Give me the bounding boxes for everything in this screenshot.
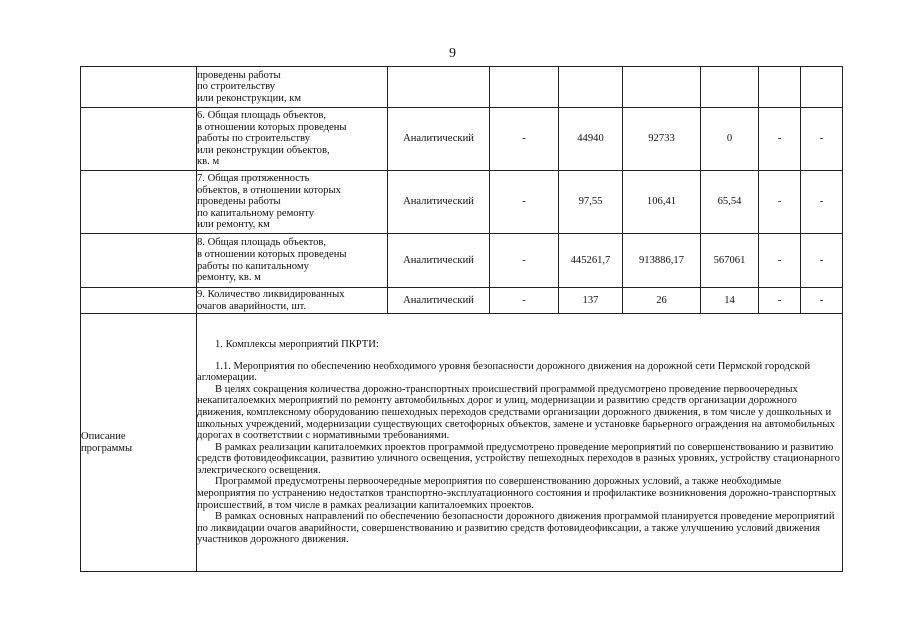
indicator-line: или ремонту, км [197,219,270,231]
program-table [80,66,843,572]
indicator-cell [197,234,388,288]
description-paragraph: В целях сокращения количества дорожно-транспортных происшествий программой предусмотрено проведение первоочередных некапиталоемких мероприятий по ремонту автомобильных дорог и улиц, модернизации и развитию средств организации дорожного движения, комплексному оборудованию пешеходных переходов средствами организации дорожного движения, в том числе у дошкольных и школьных учреждений, модернизации существующих светофорных объектов, замене и установке барьерного ограждения на автомобильных дорогах в соответствии с нормативными требованиями. [197,383,835,442]
method-cell: Аналитический [388,108,490,171]
indicator-line: по капитальному ремонту [197,207,315,219]
value-cell: 913886,17 [623,234,701,288]
label-cell-empty [81,108,197,171]
indicator-line: объектов, в отношении которых [197,184,341,196]
indicator-line: 7. Общая протяженность [197,173,310,185]
label-cell-empty [81,234,197,288]
indicator-row-6 [81,108,843,171]
indicator-row-8 [81,234,843,288]
indicator-cell [197,288,388,314]
indicator-row-7 [81,171,843,234]
value-cell: - [759,108,801,171]
value-cell [701,67,759,108]
value-cell: - [759,234,801,288]
indicator-line: ремонту, кв. м [197,272,261,284]
value-cell: 44940 [559,108,623,171]
method-cell [388,67,490,108]
indicator-line: работы по строительству [197,133,310,145]
value-cell: 567061 [701,234,759,288]
indicator-line: работы по капитальному [197,260,309,272]
value-cell: - [801,288,843,314]
value-cell: 26 [623,288,701,314]
value-cell: - [490,288,559,314]
value-cell: - [801,234,843,288]
label-cell-empty [81,67,197,108]
indicator-line: или реконструкции объектов, [197,144,330,156]
value-cell: 97,55 [559,171,623,234]
description-row [81,314,843,572]
description-paragraph: В рамках основных направлений по обеспечению безопасности дорожного движения программой планируется проведение мероприятий по ликвидации очагов аварийности, совершенствованию и развитию средств фотовидеофиксации, а также улучшению условий движения участников дорожного движения. [197,511,835,546]
indicator-line: 9. Количество ликвидированных [197,288,345,300]
indicator-line: 6. Общая площадь объектов, [197,110,327,122]
method-cell: Аналитический [388,234,490,288]
indicator-line: проведены работы [197,69,281,81]
value-cell: 14 [701,288,759,314]
indicator-cell [197,171,388,234]
description-heading: 1. Комплексы мероприятий ПКРТИ: [215,338,379,350]
indicator-line: очагов аварийности, шт. [197,300,307,312]
value-cell: 92733 [623,108,701,171]
value-cell: - [801,171,843,234]
value-cell [559,67,623,108]
description-body [197,314,843,572]
value-cell [759,67,801,108]
value-cell: 137 [559,288,623,314]
indicator-line: в отношении которых проведены [197,248,347,260]
value-cell [801,67,843,108]
value-cell: - [759,171,801,234]
indicator-line: проведены работы [197,196,281,208]
value-cell [623,67,701,108]
value-cell: - [490,234,559,288]
indicator-row-continued [81,67,843,108]
label-cell-empty [81,171,197,234]
description-label-line: программы [81,442,133,454]
indicator-cell [197,108,388,171]
value-cell: - [490,108,559,171]
method-cell: Аналитический [388,288,490,314]
description-label-line: Описание [81,430,126,442]
value-cell: 445261,7 [559,234,623,288]
indicator-line: по строительству [197,81,276,93]
indicator-cell [197,67,388,108]
page-number: 9 [449,46,456,61]
value-cell: - [759,288,801,314]
indicator-line: кв. м [197,156,220,168]
indicator-line: 8. Общая площадь объектов, [197,237,327,249]
value-cell: - [490,171,559,234]
value-cell: 106,41 [623,171,701,234]
value-cell: 65,54 [701,171,759,234]
description-subheading: 1.1. Мероприятия по обеспечению необходимого уровня безопасности дорожного движения на дорожной сети Пермской городской агломерации. [197,360,811,384]
description-paragraph: В рамках реализации капиталоемких проектов программой предусмотрено проведение мероприятий по совершенствованию и развитию средств фотовидеофиксации, развитию уличного освещения, устройству пешеходных переходов в разных уровнях, устройству стационарного электрического освещения. [197,441,840,476]
indicator-line: в отношении которых проведены [197,121,347,133]
value-cell: - [801,108,843,171]
description-label-cell [81,314,197,572]
value-cell: 0 [701,108,759,171]
description-paragraph: Программой предусмотрены первоочередные мероприятия по совершенствованию дорожных условий, а также необходимые мероприятия по устранению недостатков транспортно-эксплуатационного состояния и профилактике возникновения дорожно-транспортных происшествий, в том числе в рамках реализации капиталоемких проектов. [197,476,837,511]
indicator-line: или реконструкции, км [197,92,302,104]
label-cell-empty [81,288,197,314]
method-cell: Аналитический [388,171,490,234]
value-cell [490,67,559,108]
indicator-row-9 [81,288,843,314]
